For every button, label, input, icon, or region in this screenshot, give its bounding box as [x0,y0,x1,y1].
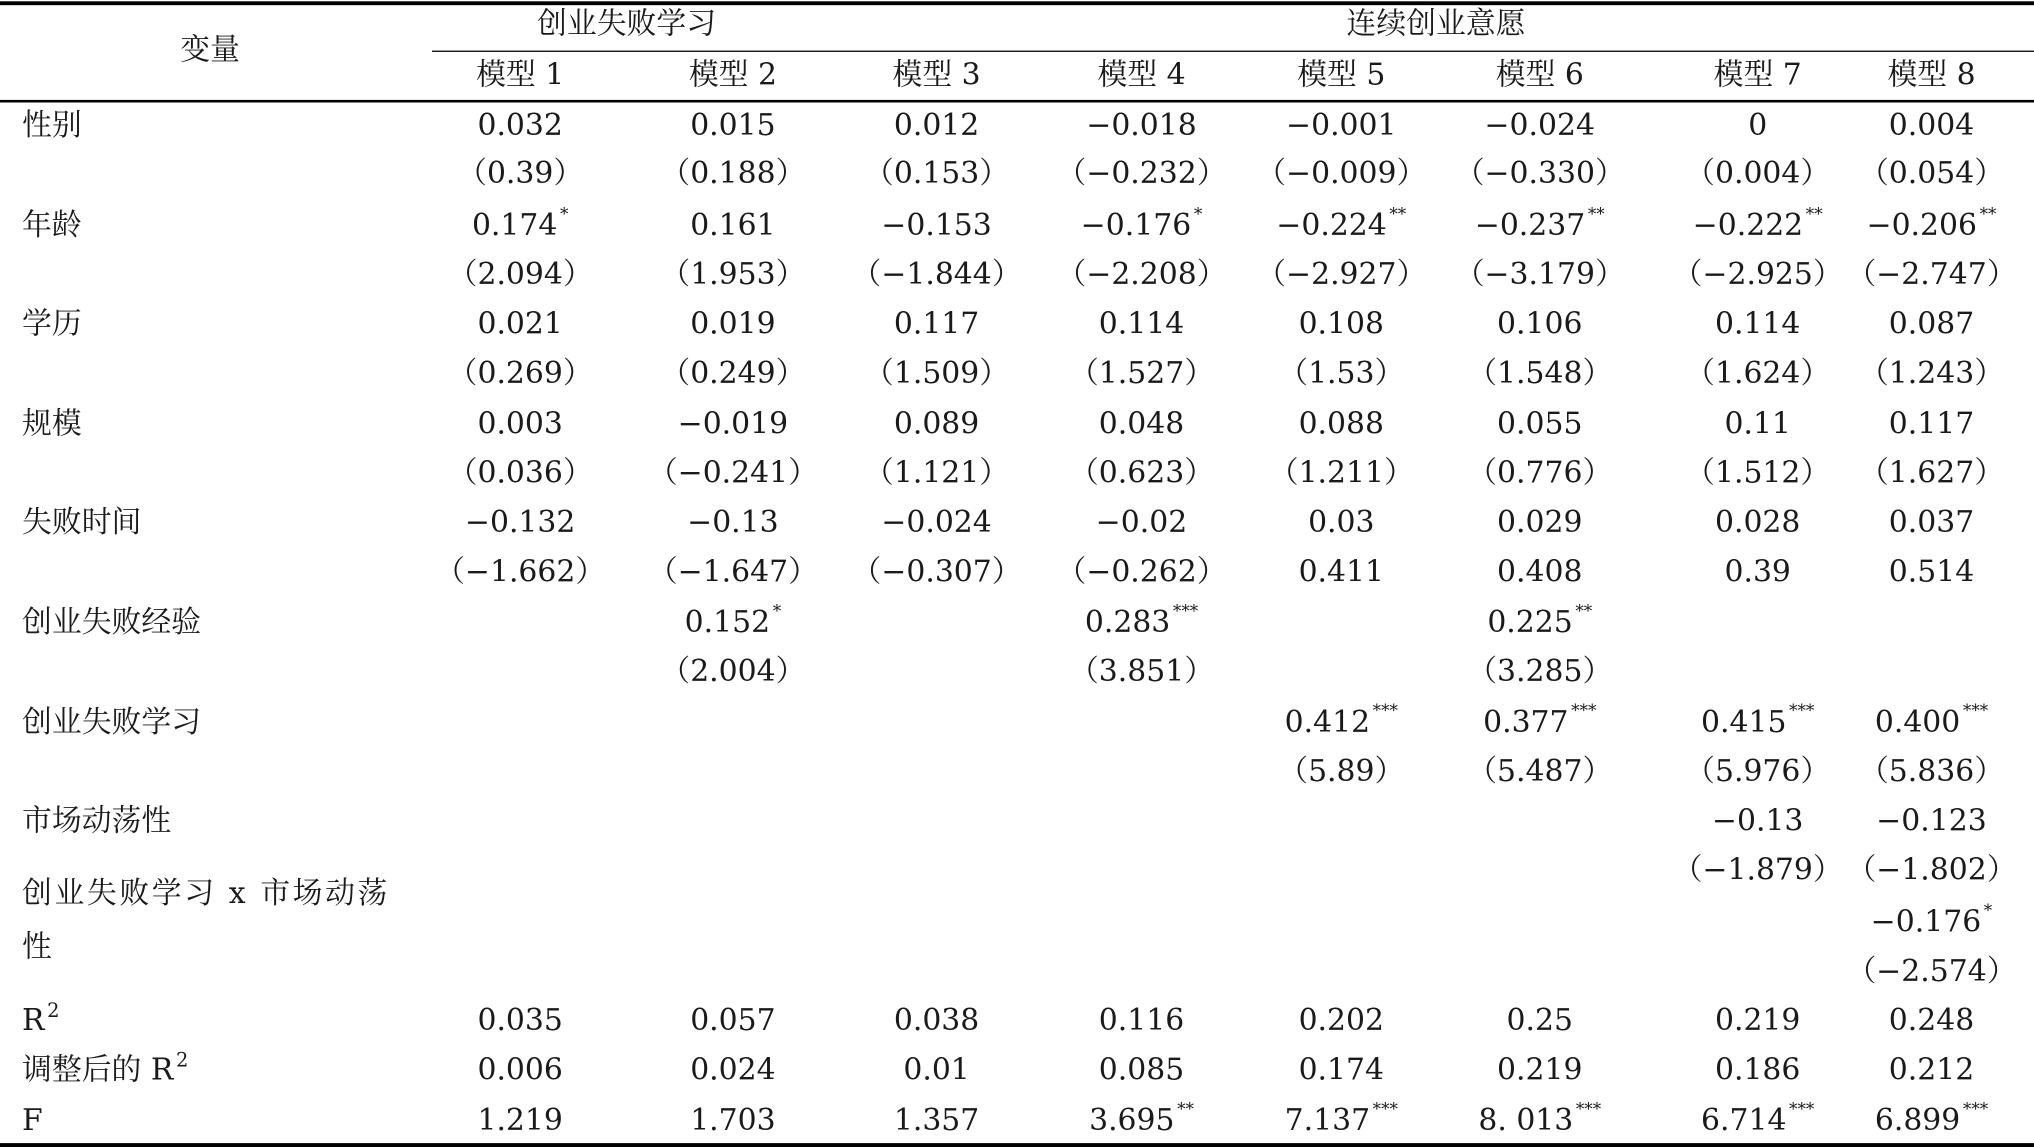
coefficient-value: 0.106 [1497,307,1583,342]
coefficient-cell [1286,109,1396,143]
t-value-cell: （5.836） [1858,755,2005,789]
coefficient-value: 0.003 [477,407,563,442]
coefficient-cell [1715,308,1800,342]
coefficient-cell [1308,506,1374,540]
t-value-cell: （1.53） [1278,356,1405,391]
stat-label-name: R [22,1004,45,1039]
t-value-cell: （1.548） [1467,356,1613,391]
t-value-cell: （−0.232） [1056,156,1227,191]
stat-label [22,999,60,1040]
coefficient-value: 0.028 [1714,506,1801,540]
coefficient-cell [1299,308,1384,342]
t-value-cell: 0.514 [1888,555,1975,590]
coefficient-cell [1483,701,1597,745]
superscript: 2 [47,999,60,1023]
stat-label-name: F [22,1104,43,1138]
coefficient-cell [1724,407,1790,441]
t-value-cell: （5.487） [1467,755,1613,789]
coefficient-value: 0.114 [1714,307,1801,342]
coefficient-value: 0.161 [690,208,776,243]
t-value-cell: （1.627） [1858,456,2005,491]
stat-label [22,1104,43,1138]
coefficient-cell [1889,407,1974,441]
coefficient-cell [1084,602,1199,645]
coefficient-cell [690,209,775,243]
significance-mark: * [1193,205,1203,225]
stat-value: 0.219 [1714,1004,1801,1039]
coefficient-cell [1096,506,1187,540]
significance-mark: ** [1587,205,1605,225]
coefficient-cell [1485,109,1595,143]
coefficient-cell [1748,109,1767,143]
coefficient-cell [1099,308,1184,342]
stat-label [22,1048,189,1090]
stat-value: 1.357 [893,1104,980,1138]
coefficient-cell [1474,205,1605,248]
significance-mark: *** [1575,1100,1602,1120]
t-value-cell: （−1.802） [1846,853,2017,888]
t-value-cell: （1.509） [864,356,1010,391]
row-label: 创业失败学习 [22,705,202,740]
significance-mark: ** [1805,205,1823,225]
t-value-cell: （−1.844） [851,258,1022,292]
t-value-cell: （−2.747） [1846,258,2017,292]
coefficient-value: −0.001 [1286,108,1397,143]
coefficient-cell [1870,901,1993,945]
t-value-cell: （−1.662） [435,555,606,590]
t-value-cell: （−2.925） [1672,258,1843,292]
coefficient-value: −0.176 [1080,208,1192,243]
coefficient-cell [1299,407,1384,441]
coefficient-cell [684,602,782,645]
coefficient-value: 0.108 [1298,307,1385,342]
coefficient-cell [1497,308,1582,342]
t-value-cell: （0.39） [457,156,584,191]
coefficient-cell [690,308,775,342]
coefficient-value: −0.132 [464,506,576,540]
t-value-cell: （−0.307） [851,555,1022,590]
t-value-cell: （0.249） [660,356,806,391]
variable-header: 变量 [180,33,240,68]
stat-cell [690,1004,775,1038]
coefficient-value: −0.024 [1484,108,1595,143]
coefficient-value: 0.015 [690,108,776,143]
t-value-cell: 0.39 [1724,555,1791,590]
coefficient-value: 0.283 [1084,605,1171,640]
coefficient-cell [1876,804,1986,838]
t-value-cell: （−1.647） [647,555,818,590]
coefficient-value: 0.400 [1874,705,1961,740]
stat-value: 0.057 [690,1004,776,1039]
stat-value: 0.085 [1098,1053,1185,1088]
stat-value: 0.035 [477,1004,563,1039]
coefficient-cell [1487,602,1593,645]
t-value-cell: （0.269） [447,356,593,391]
t-value-cell: （0.036） [447,456,593,491]
coefficient-cell [1874,701,1989,745]
stat-value: 0.186 [1714,1053,1801,1088]
significance-mark: ** [1575,602,1593,622]
t-value-cell: 0.411 [1298,555,1385,590]
significance-mark: ** [1389,205,1407,225]
coefficient-value: 0.117 [893,307,980,342]
coefficient-cell [1692,205,1823,248]
coefficient-cell [477,308,562,342]
group-header-intention: 连续创业意愿 [1346,7,1526,42]
stat-label-name: R [150,1053,174,1088]
coefficient-value: 0.004 [1888,108,1975,143]
coefficient-cell [894,407,979,441]
t-value-cell: （2.094） [447,258,593,292]
coefficient-cell [1889,506,1974,540]
coefficient-value: 0.088 [1298,407,1385,442]
coefficient-value: −0.13 [687,506,779,540]
coefficient-cell [881,506,991,540]
stat-cell [1715,1004,1800,1038]
t-value-cell: （1.211） [1268,456,1414,491]
model-header: 模型 4 [1097,58,1186,93]
t-value-cell: （0.188） [660,156,806,191]
t-value-cell: （5.89） [1278,755,1405,789]
coefficient-cell [690,109,775,143]
t-value-cell: 0.408 [1497,555,1583,590]
bottom-rule [0,1143,2034,1147]
model-header: 模型 8 [1887,58,1976,93]
coefficient-value: 0 [1748,108,1768,143]
coefficient-value: 0.037 [1888,506,1975,540]
stat-value: 0.248 [1888,1004,1975,1039]
stat-value: 0.024 [690,1053,776,1088]
stat-cell [1299,1054,1384,1088]
stat-cell [1874,1100,1989,1143]
stat-value: 0.116 [1098,1004,1185,1039]
t-value-cell: （0.004） [1685,156,1831,191]
model-header: 模型 1 [476,58,565,93]
significance-mark: * [772,602,782,622]
stat-cell [1299,1004,1384,1038]
group-rule [432,51,2034,52]
coefficient-value: −0.13 [1711,804,1804,839]
coefficient-value: 0.019 [690,307,776,342]
coefficient-value: 0.089 [893,407,980,442]
t-value-cell: （1.512） [1685,456,1831,491]
coefficient-value: 0.117 [1888,407,1975,442]
coefficient-value: −0.222 [1692,208,1804,243]
coefficient-value: 0.048 [1098,407,1185,442]
coefficient-value: 0.174 [471,208,558,243]
coefficient-cell [1086,109,1196,143]
t-value-cell: （−1.879） [1672,853,1843,888]
significance-mark: *** [1372,1100,1398,1120]
t-value-cell: （0.153） [864,156,1010,191]
coefficient-value: −0.237 [1474,208,1586,243]
coefficient-cell [1866,205,1997,248]
stat-cell [690,1104,775,1138]
row-label: 年龄 [22,208,82,243]
header-rule [0,100,2034,103]
coefficient-value: 0.032 [477,108,563,143]
coefficient-cell [881,209,991,243]
coefficient-value: 0.021 [477,307,563,342]
t-value-cell: （0.776） [1467,456,1613,491]
stat-value: 0.212 [1888,1053,1975,1088]
stat-value: 6.714 [1701,1104,1787,1138]
t-value-cell: （−0.009） [1256,156,1427,191]
row-label: 创业失败经验 [22,605,202,640]
coefficient-cell [477,109,562,143]
stat-cell [1889,1004,1974,1038]
coefficient-value: −0.018 [1086,108,1197,143]
coefficient-value: 0.377 [1483,705,1569,740]
significance-mark: *** [1789,1100,1815,1120]
stat-cell [1889,1054,1974,1088]
coefficient-cell [894,109,979,143]
coefficient-cell [687,506,778,540]
stat-cell [1089,1100,1194,1143]
model-header: 模型 7 [1713,58,1802,93]
coefficient-value: 0.055 [1497,407,1583,442]
significance-mark: *** [1962,1100,1989,1120]
coefficient-cell [471,205,569,248]
stat-value: 0.202 [1298,1004,1385,1039]
coefficient-cell [1712,804,1803,838]
coefficient-value: 0.415 [1701,705,1787,740]
stat-value: 0.174 [1298,1053,1385,1088]
coefficient-cell [1497,407,1582,441]
t-value-cell: （1.121） [864,456,1010,491]
stat-cell [690,1054,775,1088]
coefficient-cell [1701,701,1815,745]
coefficient-value: −0.024 [881,506,992,540]
coefficient-value: −0.123 [1876,804,1987,839]
coefficient-value: 0.087 [1888,307,1975,342]
coefficient-cell [465,506,575,540]
model-header: 模型 6 [1495,58,1584,93]
coefficient-value: −0.206 [1866,208,1977,243]
coefficient-cell [1889,109,1974,143]
stat-cell [477,1054,562,1088]
t-value-cell: （3.851） [1068,655,1215,689]
stat-value: 0.01 [903,1053,970,1088]
stat-value: 7.137 [1284,1104,1371,1138]
coefficient-cell [477,407,562,441]
t-value-cell: （3.285） [1467,655,1613,689]
stat-cell [1507,1004,1573,1038]
significance-mark: * [559,205,569,225]
stat-cell [903,1054,969,1088]
significance-mark: *** [1372,701,1398,722]
coefficient-value: −0.019 [677,407,789,442]
coefficient-value: −0.153 [881,208,992,243]
coefficient-value: 0.012 [893,108,980,143]
stat-cell [1284,1100,1398,1143]
row-label: 性 [22,930,52,965]
stat-cell [1497,1054,1582,1088]
stat-value: 8. 013 [1478,1104,1574,1138]
stat-cell [1478,1100,1602,1143]
row-label: 规模 [22,407,82,442]
stat-value: 0.038 [893,1004,980,1039]
row-label: 失败时间 [22,506,142,540]
t-value-cell: （1.527） [1068,356,1215,391]
group-header-learning: 创业失败学习 [537,7,717,42]
coefficient-value: 0.152 [684,605,771,640]
model-header: 模型 2 [688,58,777,93]
coefficient-cell [1889,308,1974,342]
t-value-cell: （−3.179） [1454,258,1625,292]
stat-cell [477,1104,562,1138]
coefficient-value: 0.225 [1487,605,1573,640]
stat-label-prefix: 调整后的 [22,1053,151,1088]
stat-cell [894,1104,979,1138]
t-value-cell: （−2.927） [1256,258,1427,292]
coefficient-cell [678,407,788,441]
coefficient-cell [1276,205,1407,248]
row-label: 学历 [22,307,82,342]
coefficient-cell [1715,506,1800,540]
stat-value: 1.703 [690,1104,776,1138]
t-value-cell: （1.953） [660,258,806,292]
t-value-cell: （−0.262） [1056,555,1227,590]
stat-value: 0.219 [1497,1053,1583,1088]
t-value-cell: （−0.330） [1454,156,1625,191]
stat-cell [477,1004,562,1038]
coefficient-cell [1497,506,1582,540]
t-value-cell: （0.623） [1068,456,1215,491]
t-value-cell: （−0.241） [647,456,818,491]
coefficient-cell [894,308,979,342]
stat-cell [894,1004,979,1038]
t-value-cell: （0.054） [1858,156,2005,191]
coefficient-value: −0.176 [1870,905,1982,940]
stat-cell [1715,1054,1800,1088]
significance-mark: *** [1962,701,1989,722]
coefficient-value: 0.114 [1098,307,1185,342]
t-value-cell: （−2.574） [1846,954,2017,989]
t-value-cell: （2.004） [660,655,806,689]
significance-mark: *** [1172,602,1199,622]
model-header: 模型 5 [1297,58,1386,93]
coefficient-cell [1080,205,1203,248]
row-label: 性别 [22,108,82,143]
coefficient-value: −0.224 [1276,208,1387,243]
stat-value: 0.006 [477,1053,563,1088]
significance-mark: * [1983,901,1993,922]
stat-value: 3.695 [1089,1104,1175,1138]
model-header: 模型 3 [892,58,981,93]
superscript: 2 [175,1048,189,1072]
coefficient-value: 0.412 [1284,705,1371,740]
row-label: 创业失败学习 x 市场动荡 [22,877,390,911]
stat-cell [1099,1054,1184,1088]
t-value-cell: （−2.208） [1056,258,1227,292]
stat-value: 1.219 [477,1104,563,1138]
significance-mark: *** [1789,701,1815,722]
significance-mark: ** [1979,205,1997,225]
coefficient-value: 0.029 [1497,506,1583,540]
coefficient-value: 0.03 [1308,506,1375,540]
significance-mark: *** [1571,701,1597,722]
top-rule [0,1,2034,5]
row-label: 市场动荡性 [22,804,172,839]
coefficient-cell [1284,701,1398,745]
stat-value: 6.899 [1874,1104,1961,1138]
coefficient-cell [1099,407,1184,441]
t-value-cell: （5.976） [1685,755,1831,789]
significance-mark: ** [1177,1100,1194,1120]
t-value-cell: （1.243） [1858,356,2005,391]
stat-value: 0.25 [1506,1004,1573,1039]
t-value-cell: （1.624） [1685,356,1831,391]
coefficient-value: 0.11 [1724,407,1791,442]
stat-cell [1099,1004,1184,1038]
coefficient-value: −0.02 [1095,506,1188,540]
stat-cell [1701,1100,1815,1143]
